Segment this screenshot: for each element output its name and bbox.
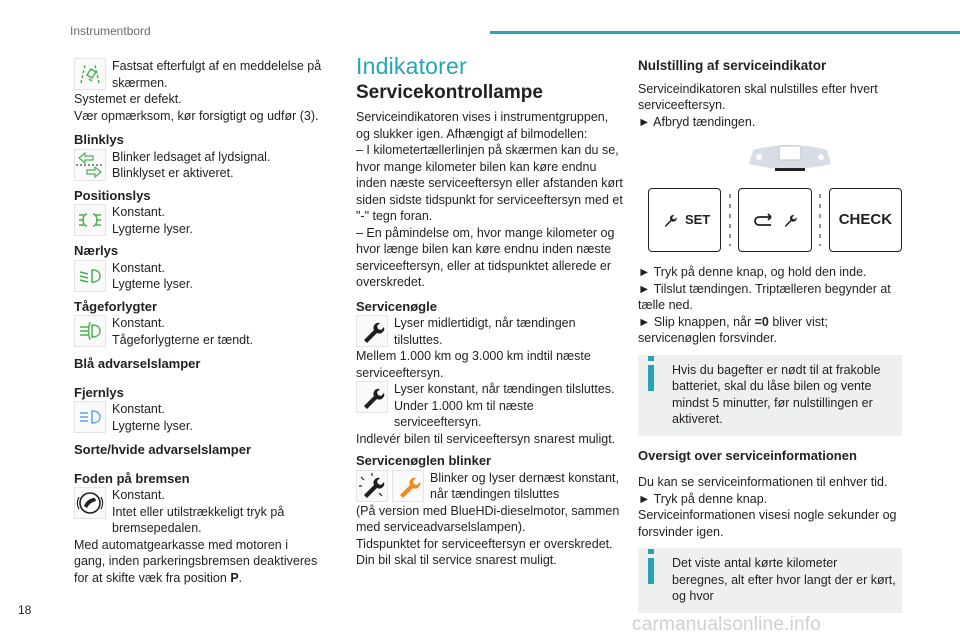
- taageforlygter-line-2: Tågeforlygterne er tændt.: [112, 332, 254, 347]
- info-note-mileage-text: Det viste antal kørte kilometer beregnes, alt efter hvor langt der er kørt, og hvor: [672, 556, 896, 603]
- black-white-warning-lamps-heading: Sorte/hvide advarselslamper: [74, 442, 252, 457]
- lane-departure-warning-icon: [74, 58, 106, 90]
- bremse-line-1: Konstant.: [112, 488, 165, 502]
- reset-step-1: ► Tryk på denne knap, og hold den inde.: [638, 265, 867, 279]
- service-dash-2: – En påmindelse om, hvor mange kilometer og hvor længe bilen kan køre endnu inden næste serviceeftersyn, eller at tidspunktet allerede er overskredet.: [356, 225, 615, 289]
- watermark: carmanualsonline.info: [632, 614, 822, 635]
- orange-wrench-icon: [392, 470, 424, 502]
- return-arrow-icon: [751, 212, 775, 228]
- fjernlys-line-1: Konstant.: [112, 402, 165, 416]
- wrench-icon: [781, 212, 799, 228]
- overview-p3: Serviceinformationen visesi nogle sekunder og forsvinder igen.: [638, 508, 897, 539]
- taageforlygter-title: Tågeforlygter: [74, 298, 158, 314]
- service-key-line-3: Lyser konstant, når tændingen tilsluttes.: [394, 382, 615, 396]
- section-title: Indikatorer: [356, 53, 467, 79]
- wrench-icon: [659, 212, 681, 228]
- column-right: [638, 58, 902, 613]
- service-blink-line-2: (På version med BlueHDi-dieselmotor, sammen med serviceadvarselslampen).: [356, 503, 620, 534]
- info-note-mileage: [638, 548, 902, 613]
- blinking-wrench-icon: [356, 470, 388, 502]
- service-key-line-5: Indlevér bilen til serviceeftersyn snarest muligt.: [356, 431, 616, 446]
- wrench-icon: [356, 381, 388, 413]
- blinklys-title: Blinklys: [74, 132, 124, 147]
- position-lights-icon: [74, 204, 106, 236]
- fault-text: Fastsat efterfulgt af en meddelelse på skærmen.: [112, 59, 322, 90]
- reset-return-button[interactable]: [738, 188, 811, 252]
- foot-on-brake-icon: [74, 487, 106, 519]
- service-buttons: [648, 188, 902, 252]
- running-header: Instrumentbord: [70, 24, 151, 38]
- overview-title: Oversigt over serviceinformationen: [638, 447, 857, 463]
- high-beam-icon: [74, 401, 106, 433]
- fjernlys-line-2: Lygterne lyser.: [112, 418, 193, 433]
- bremse-line-2: Intet eller utilstrækkeligt tryk på bremsepedalen.: [112, 504, 285, 535]
- turn-signal-icon: [74, 149, 106, 181]
- reset-p2: ► Afbryd tændingen.: [638, 114, 756, 129]
- fault-line-3: Vær opmærksom, kør forsigtigt og udfør (3).: [74, 108, 319, 123]
- info-note-battery-text: Hvis du bagefter er nødt til at frakoble batteriet, skal du låse bilen og vente mindst 5 minutter, før nulstillingen er aktiveret.: [672, 362, 881, 426]
- blinklys-line-2: Blinklyset er aktiveret.: [112, 166, 234, 180]
- fjernlys-title: Fjernlys: [74, 384, 124, 400]
- positionslys-line-2: Lygterne lyser.: [112, 221, 193, 236]
- low-beam-icon: [74, 260, 106, 292]
- dashboard-button-illustration: [678, 142, 902, 180]
- bremse-title: Foden på bremsen: [74, 470, 190, 486]
- fault-line-2: Systemet er defekt.: [74, 92, 182, 106]
- reset-title: Nulstilling af serviceindikator: [638, 58, 827, 73]
- button-separator: [816, 188, 825, 252]
- overview-p1: Du kan se serviceinformationen til enhver tid.: [638, 475, 888, 489]
- page-number: 18: [18, 603, 32, 617]
- check-button[interactable]: CHECK: [829, 188, 902, 252]
- wrench-icon: [356, 315, 388, 347]
- reset-step-3: ► Slip knappen, når =0 bliver vist; servicenøglen forsvinder.: [638, 314, 828, 345]
- service-intro: Serviceindikatoren vises i instrumentgruppen, og slukker igen. Afhængigt af bilmodellen:: [356, 110, 609, 141]
- service-blink-line-4: Din bil skal til service snarest muligt.: [356, 553, 557, 567]
- info-icon: [648, 365, 654, 391]
- set-button-label: SET: [684, 211, 711, 227]
- reset-p1: Serviceindikatoren skal nulstilles efter hvert serviceeftersyn.: [638, 81, 878, 112]
- service-blink-line-1: Blinker og lyser dernæst konstant, når tændingen tilsluttes: [430, 470, 619, 501]
- service-key-title: Servicenøgle: [356, 298, 437, 314]
- service-key-line-1: Lyser midlertidigt, når tændingen tilsluttes.: [394, 316, 576, 347]
- info-icon: [648, 558, 654, 584]
- service-blink-line-3: Tidspunktet for serviceeftersyn er overskredet.: [356, 536, 613, 551]
- reset-step-2: ► Tilslut tændingen. Triptælleren begynder at tælle ned.: [638, 281, 891, 312]
- naerlys-line-2: Lygterne lyser.: [112, 277, 193, 291]
- blue-warning-lamps-heading: Blå advarselslamper: [74, 356, 201, 371]
- button-separator: [725, 188, 734, 252]
- blinklys-line-1: Blinker ledsaget af lydsignal.: [112, 149, 271, 164]
- service-blink-title: Servicenøglen blinker: [356, 453, 492, 468]
- info-note-battery: [638, 355, 902, 436]
- service-key-line-4: Under 1.000 km til næste serviceeftersyn.: [394, 398, 534, 429]
- column-left: [74, 58, 322, 586]
- service-lamp-title: Servicekontrollampe: [356, 81, 543, 103]
- overview-p2: ► Tryk på denne knap.: [638, 491, 768, 506]
- bremse-line-3: Med automatgearkasse med motoren i gang, inden parkeringsbremsen deaktiveres for at skifte væk fra position P.: [74, 537, 318, 585]
- naerlys-title: Nærlys: [74, 243, 119, 258]
- naerlys-line-1: Konstant.: [112, 260, 165, 275]
- set-button[interactable]: [648, 188, 721, 252]
- column-middle: [356, 53, 624, 569]
- front-fog-lights-icon: [74, 315, 106, 347]
- positionslys-line-1: Konstant.: [112, 205, 165, 219]
- header-accent-bar: [490, 31, 960, 34]
- positionslys-title: Positionslys: [74, 187, 151, 203]
- taageforlygter-line-1: Konstant.: [112, 316, 165, 330]
- service-key-line-2: Mellem 1.000 km og 3.000 km indtil næste serviceeftersyn.: [356, 349, 591, 380]
- service-dash-1: – I kilometertællerlinjen på skærmen kan du se, hvor mange kilometer bilen kan køre endnu inden næste serviceeftersyn eller afstanden kørt siden sidste tidspunkt for serviceeftersyn med et "-" tegn foran.: [356, 143, 623, 223]
